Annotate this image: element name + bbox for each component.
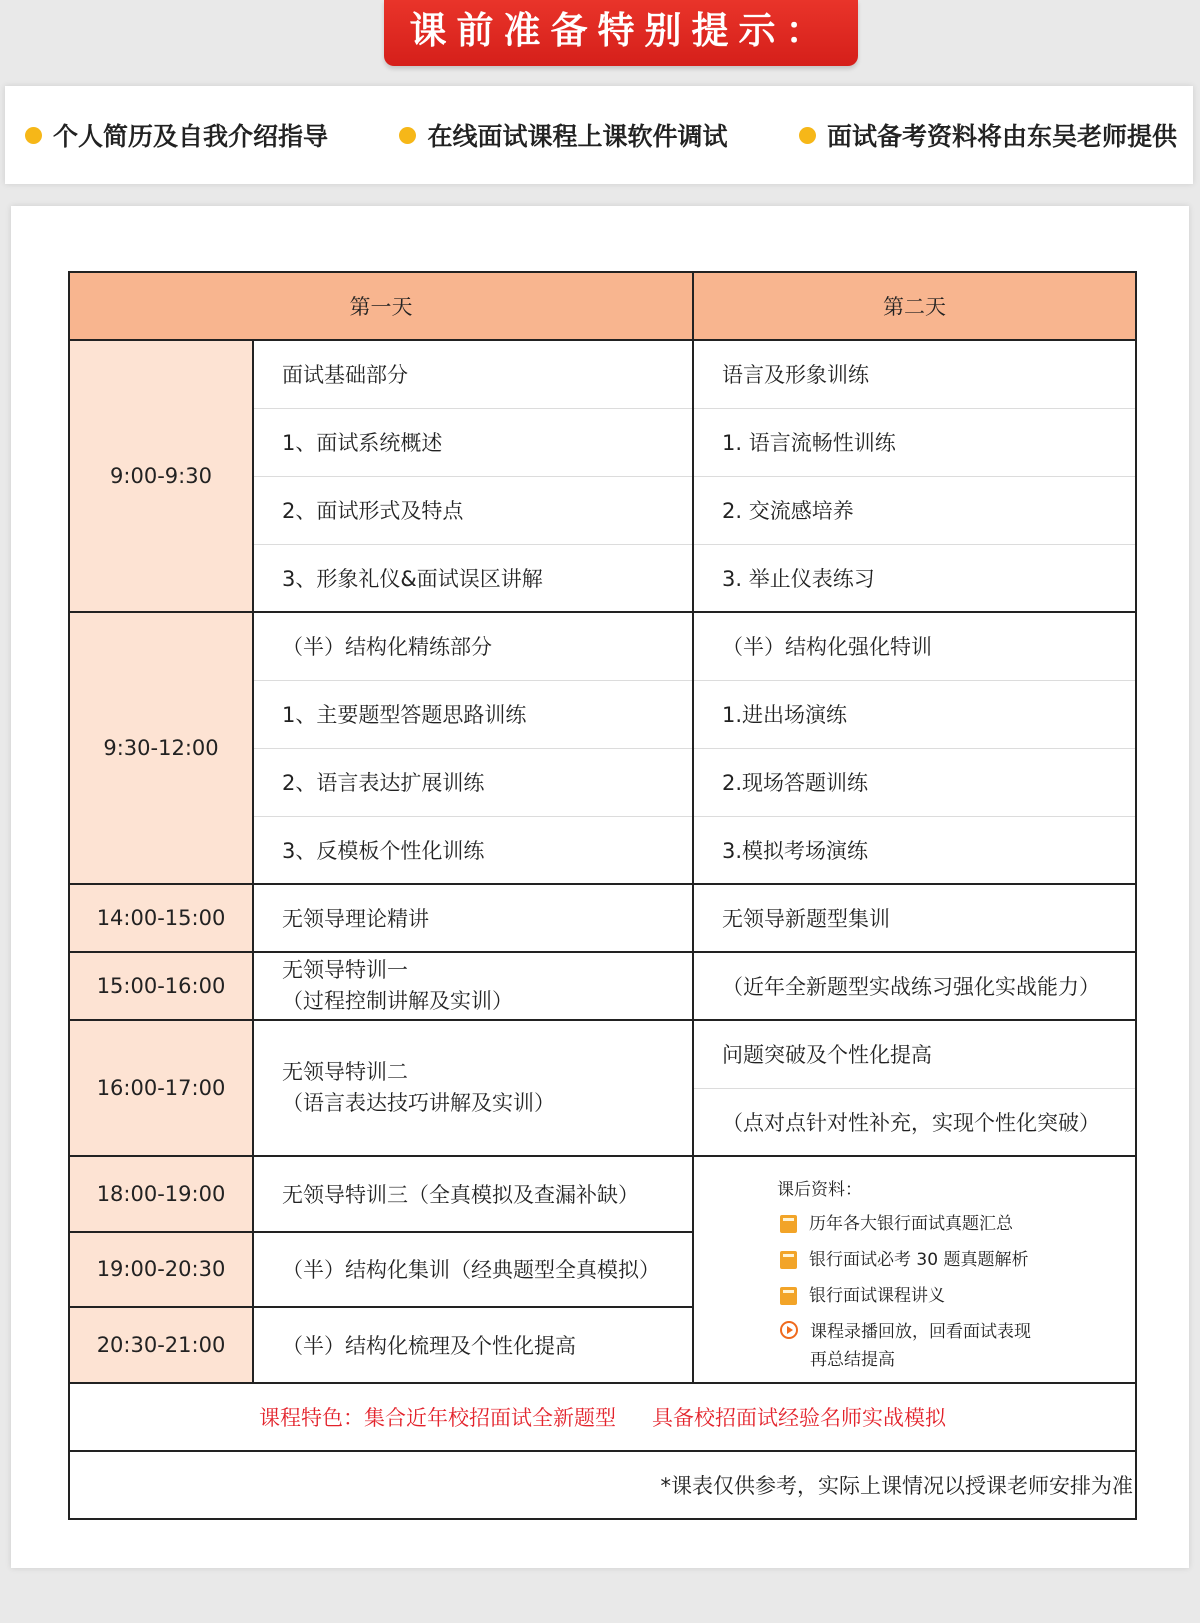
day1-cell: 3、反模板个性化训练 [253, 816, 693, 884]
materials-item [780, 1282, 1135, 1310]
day1-cell: （半）结构化精练部分 [253, 612, 693, 680]
day2-cell: 问题突破及个性化提高 [693, 1020, 1136, 1088]
day1-cell: 1、面试系统概述 [253, 408, 693, 476]
note-cell: *课表仅供参考，实际上课情况以授课老师安排为准 [69, 1451, 1136, 1519]
table-row [69, 612, 1136, 680]
feature-row [69, 1383, 1136, 1451]
note-row [69, 1451, 1136, 1519]
day1-cell: （半）结构化梳理及个性化提高 [253, 1307, 693, 1383]
materials-item [780, 1246, 1135, 1274]
tip-item [399, 117, 727, 153]
play-icon [780, 1321, 798, 1339]
materials-item-text: 历年各大银行面试真题汇总 [809, 1214, 1013, 1234]
day1-cell [253, 952, 693, 1020]
materials-cell [693, 1156, 1136, 1383]
materials-title: 课后资料： [777, 1180, 862, 1200]
book-icon [780, 1287, 797, 1305]
day2-cell: （近年全新题型实战练习强化实战能力） [693, 952, 1136, 1020]
day1-cell: 2、语言表达扩展训练 [253, 748, 693, 816]
time-cell: 18:00-19:00 [69, 1156, 253, 1232]
header-day2: 第二天 [693, 272, 1136, 340]
time-cell: 14:00-15:00 [69, 884, 253, 952]
day2-cell: 无领导新题型集训 [693, 884, 1136, 952]
header-day1: 第一天 [69, 272, 693, 340]
day2-cell: 1. 语言流畅性训练 [693, 408, 1136, 476]
day2-cell: 2. 交流感培养 [693, 476, 1136, 544]
day2-cell: （半）结构化强化特训 [693, 612, 1136, 680]
materials-item [780, 1318, 1135, 1374]
materials-item-text: 银行面试必考 30 题真题解析 [809, 1250, 1029, 1270]
bullet-dot-icon [799, 127, 816, 144]
time-cell: 19:00-20:30 [69, 1232, 253, 1308]
table-row [69, 884, 1136, 952]
table-header [69, 272, 1136, 340]
day1-cell [253, 1020, 693, 1156]
day2-cell: （点对点针对性补充，实现个性化突破） [693, 1088, 1136, 1156]
tip-text: 面试备考资料将由东吴老师提供 [826, 122, 1177, 151]
cell-line: 无领导特训二 [282, 1060, 408, 1084]
tips-bar [5, 86, 1193, 184]
day1-cell: 2、面试形式及特点 [253, 476, 693, 544]
day2-cell: 3. 举止仪表练习 [693, 544, 1136, 612]
bullet-dot-icon [25, 127, 42, 144]
schedule-table [68, 271, 1137, 1520]
cell-line: 无领导特训一 [282, 958, 408, 982]
table-row [69, 1020, 1136, 1088]
day2-cell: 2.现场答题训练 [693, 748, 1136, 816]
time-cell: 9:00-9:30 [69, 340, 253, 612]
time-cell: 15:00-16:00 [69, 952, 253, 1020]
cell-line: （过程控制讲解及实训） [282, 989, 513, 1013]
day2-cell: 1.进出场演练 [693, 680, 1136, 748]
cell-line: （语言表达技巧讲解及实训） [282, 1091, 555, 1115]
table-row [69, 340, 1136, 408]
tip-item [25, 117, 328, 153]
playback-line-1: 课程录播回放，回看面试表现 [810, 1322, 1031, 1342]
materials-item-text: 银行面试课程讲义 [809, 1286, 945, 1306]
day1-cell: 无领导理论精讲 [253, 884, 693, 952]
bullet-dot-icon [399, 127, 416, 144]
materials-item-text [810, 1318, 1031, 1374]
time-cell: 16:00-17:00 [69, 1020, 253, 1156]
table-row [69, 952, 1136, 1020]
day1-cell: 面试基础部分 [253, 340, 693, 408]
table-row [69, 1156, 1136, 1232]
day1-cell: 3、形象礼仪&面试误区讲解 [253, 544, 693, 612]
playback-line-2: 再总结提高 [810, 1350, 895, 1370]
day2-cell: 语言及形象训练 [693, 340, 1136, 408]
book-icon [780, 1215, 797, 1233]
book-icon [780, 1251, 797, 1269]
day1-cell: （半）结构化集训（经典题型全真模拟） [253, 1232, 693, 1308]
feature-text-2: 具备校招面试经验名师实战模拟 [652, 1406, 946, 1430]
tip-item [799, 117, 1177, 153]
feature-text-1: 课程特色：集合近年校招面试全新题型 [259, 1406, 616, 1430]
day2-cell: 3.模拟考场演练 [693, 816, 1136, 884]
materials-item [780, 1210, 1135, 1238]
day1-cell: 1、主要题型答题思路训练 [253, 680, 693, 748]
feature-cell [69, 1383, 1136, 1451]
time-cell: 20:30-21:00 [69, 1307, 253, 1383]
tip-text: 在线面试课程上课软件调试 [427, 122, 728, 151]
day1-cell: 无领导特训三（全真模拟及查漏补缺） [253, 1156, 693, 1232]
page-banner: 课前准备特别提示： [384, 0, 858, 66]
time-cell: 9:30-12:00 [69, 612, 253, 884]
tip-text: 个人简历及自我介绍指导 [53, 122, 329, 151]
